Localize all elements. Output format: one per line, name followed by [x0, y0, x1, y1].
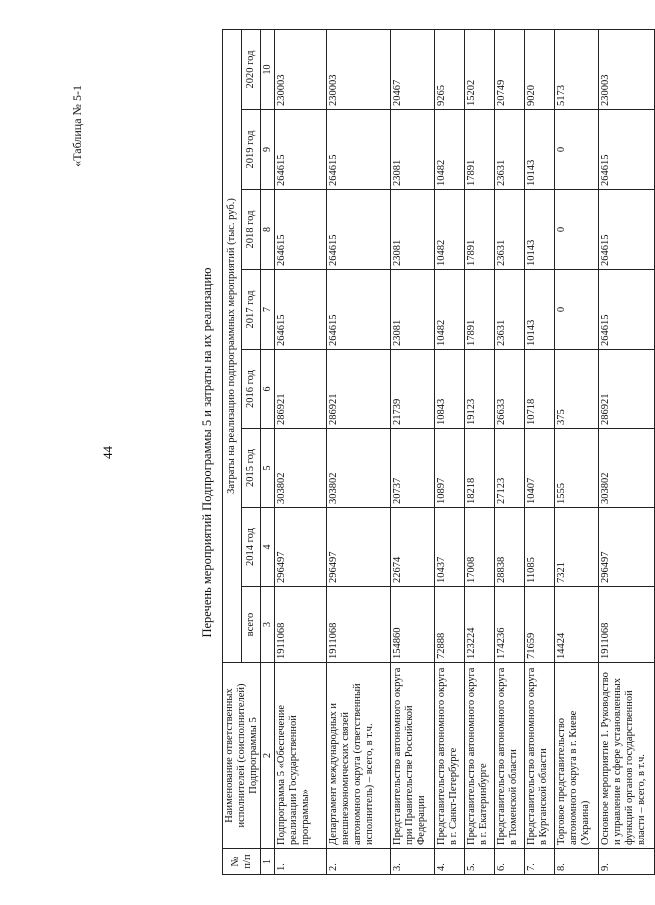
cell-2016: 10843: [435, 350, 465, 429]
cell-2016: 286921: [275, 350, 327, 429]
table-row: [391, 30, 435, 875]
cell-total: 1911068: [275, 587, 327, 663]
cell-2019: 17891: [465, 110, 495, 190]
row-number: 6.: [495, 849, 525, 875]
table-row: [275, 30, 327, 875]
header-year: 2014 год: [242, 508, 261, 587]
cell-2020: 230003: [275, 30, 327, 110]
header-row-1: [223, 30, 242, 875]
cell-total: 71659: [525, 587, 555, 663]
table-row: [435, 30, 465, 875]
column-index: 9: [261, 110, 275, 190]
table-row: [599, 30, 655, 875]
cell-total: 154860: [391, 587, 435, 663]
row-number: 9.: [599, 849, 655, 875]
column-index-row: [261, 30, 275, 875]
cell-2019: 10143: [525, 110, 555, 190]
table-row: [525, 30, 555, 875]
cell-2016: 286921: [327, 350, 391, 429]
cell-2020: 20467: [391, 30, 435, 110]
cell-2017: 264615: [275, 270, 327, 350]
table-row: [495, 30, 525, 875]
cell-2014: 22674: [391, 508, 435, 587]
measures-table: [222, 29, 655, 875]
cell-2015: 1555: [555, 429, 599, 508]
column-index: 1: [261, 849, 275, 875]
row-number: 1.: [275, 849, 327, 875]
cell-2016: 10718: [525, 350, 555, 429]
cell-2017: 23081: [391, 270, 435, 350]
cell-2020: 9020: [525, 30, 555, 110]
cell-2014: 296497: [599, 508, 655, 587]
cell-2016: 286921: [599, 350, 655, 429]
table-row: [327, 30, 391, 875]
cell-2017: 17891: [465, 270, 495, 350]
cell-2014: 11085: [525, 508, 555, 587]
cell-2020: 15202: [465, 30, 495, 110]
table-title: Перечень мероприятий Подпрограммы 5 и затраты на их реализацию: [200, 267, 214, 638]
cell-2015: 303802: [599, 429, 655, 508]
row-number: 4.: [435, 849, 465, 875]
column-index: 6: [261, 350, 275, 429]
cell-2019: 264615: [599, 110, 655, 190]
cell-2015: 303802: [275, 429, 327, 508]
header-name: Наименование ответственных исполнителей (соисполнителей) Подпрограммы 5: [223, 663, 261, 849]
cell-2016: 19123: [465, 350, 495, 429]
row-number: 2.: [327, 849, 391, 875]
cell-2019: 264615: [275, 110, 327, 190]
row-number: 7.: [525, 849, 555, 875]
cell-2019: 0: [555, 110, 599, 190]
cell-2015: 303802: [327, 429, 391, 508]
cell-2017: 0: [555, 270, 599, 350]
table-row: [555, 30, 599, 875]
row-name: Представительство автономного округа в г. Санкт-Петербурге: [435, 663, 465, 849]
cell-2014: 7321: [555, 508, 599, 587]
cell-2019: 264615: [327, 110, 391, 190]
cell-2017: 264615: [327, 270, 391, 350]
cell-total: 72888: [435, 587, 465, 663]
cell-2017: 264615: [599, 270, 655, 350]
header-year: 2018 год: [242, 190, 261, 270]
cell-2014: 28838: [495, 508, 525, 587]
header-year: 2016 год: [242, 350, 261, 429]
header-year: 2020 год: [242, 30, 261, 110]
header-number: № п/п: [223, 849, 261, 875]
table-row: [465, 30, 495, 875]
row-name: Торговое представительство автономного округа в г. Киеве (Украина): [555, 663, 599, 849]
row-name: Подпрограмма 5 «Обеспечение реализации Государственной программы»: [275, 663, 327, 849]
cell-2018: 0: [555, 190, 599, 270]
cell-2018: 23631: [495, 190, 525, 270]
column-index: 8: [261, 190, 275, 270]
cell-total: 1911068: [327, 587, 391, 663]
cell-2020: 230003: [327, 30, 391, 110]
row-name: Представительство автономного округа в Тюменской области: [495, 663, 525, 849]
cell-2016: 21739: [391, 350, 435, 429]
cell-2020: 230003: [599, 30, 655, 110]
page-number: 44: [100, 446, 115, 459]
header-total: всего: [242, 587, 261, 663]
column-index: 3: [261, 587, 275, 663]
cell-2018: 17891: [465, 190, 495, 270]
cell-2014: 296497: [275, 508, 327, 587]
row-name: Департамент международных и внешнеэкономических связей автономного округа (ответственный исполнитель) – всего, в т.ч.: [327, 663, 391, 849]
cell-2016: 375: [555, 350, 599, 429]
column-index: 2: [261, 663, 275, 849]
row-number: 3.: [391, 849, 435, 875]
cell-2015: 10407: [525, 429, 555, 508]
column-index: 7: [261, 270, 275, 350]
row-name: Представительство автономного округа при Правительстве Российской Федерации: [391, 663, 435, 849]
cell-2018: 264615: [327, 190, 391, 270]
header-year: 2015 год: [242, 429, 261, 508]
cell-2014: 296497: [327, 508, 391, 587]
cell-2019: 10482: [435, 110, 465, 190]
row-number: 5.: [465, 849, 495, 875]
column-index: 10: [261, 30, 275, 110]
cell-total: 123224: [465, 587, 495, 663]
cell-2019: 23081: [391, 110, 435, 190]
cell-2018: 10143: [525, 190, 555, 270]
cell-total: 14424: [555, 587, 599, 663]
cell-total: 174236: [495, 587, 525, 663]
row-name: Представительство автономного округа в г. Екатеринбурге: [465, 663, 495, 849]
row-number: 8.: [555, 849, 599, 875]
cell-total: 1911068: [599, 587, 655, 663]
cell-2015: 10897: [435, 429, 465, 508]
cell-2018: 264615: [275, 190, 327, 270]
table-number: «Таблица № 5-1: [70, 85, 84, 167]
cell-2015: 27123: [495, 429, 525, 508]
cell-2014: 17008: [465, 508, 495, 587]
cell-2017: 10482: [435, 270, 465, 350]
column-index: 4: [261, 508, 275, 587]
cell-2020: 9265: [435, 30, 465, 110]
cell-2015: 18218: [465, 429, 495, 508]
cell-2015: 20737: [391, 429, 435, 508]
header-year: 2019 год: [242, 110, 261, 190]
cell-2016: 26633: [495, 350, 525, 429]
cell-2020: 5173: [555, 30, 599, 110]
cell-2018: 23081: [391, 190, 435, 270]
cell-2018: 10482: [435, 190, 465, 270]
cell-2017: 10143: [525, 270, 555, 350]
row-name: Основное мероприятие 1. Руководство и управление в сфере установленных функций органов государственной власти – всего, в т.ч.: [599, 663, 655, 849]
header-costs-group: Затраты на реализацию подпрограммных мероприятий (тыс. руб.): [223, 30, 242, 663]
cell-2017: 23631: [495, 270, 525, 350]
cell-2019: 23631: [495, 110, 525, 190]
header-year: 2017 год: [242, 270, 261, 350]
column-index: 5: [261, 429, 275, 508]
cell-2014: 10437: [435, 508, 465, 587]
row-name: Представительство автономного округа в Курганской области: [525, 663, 555, 849]
cell-2020: 20749: [495, 30, 525, 110]
cell-2018: 264615: [599, 190, 655, 270]
